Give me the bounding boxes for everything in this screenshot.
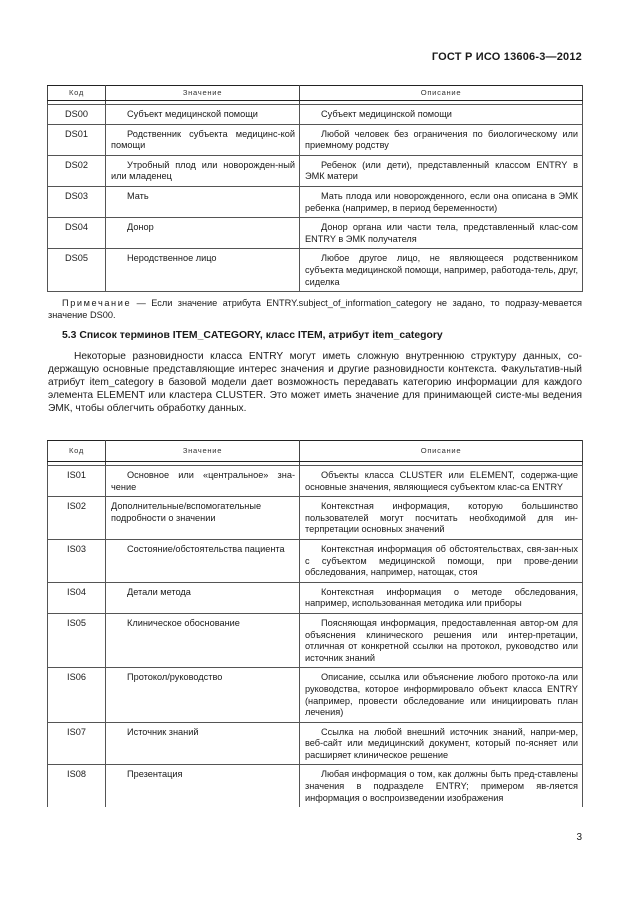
column-header-value: Значение [106,441,300,462]
row-description: Донор органа или части тела, представленный клас-сом ENTRY в ЭМК получателя [305,222,578,244]
row-code: DS05 [48,249,106,292]
row-value: Основное или «центральное» зна-чение [111,470,295,492]
row-description: Ссылка на любой внешний источник знаний, напри-мер, веб-сайт или медицинский документ, который по-ясняет или расширяет клиническое решение [305,726,578,760]
table-row [48,124,583,155]
row-description: Любая информация о том, как должны быть пред-ставлены значения в подразделе ENTRY; примером яв-ляется информация о воспроизведении изображения [305,769,578,803]
table-row [48,218,583,249]
row-value: Мать [127,190,149,201]
table-row [48,668,583,722]
table-row [48,497,583,540]
column-header-code: Код [48,86,106,101]
table-header-row [48,86,583,101]
table-row [48,105,583,125]
row-value: Клиническое обоснование [127,617,240,628]
row-description: Любой человек без ограничения по биологическому или приемному родству [305,128,578,151]
row-value: Утробный плод или новорожден-ный или младенец [111,159,295,182]
table-row [48,539,583,582]
row-code: IS08 [48,765,106,807]
table-row [48,722,583,765]
row-code: IS04 [48,582,106,613]
row-description: Контекстная информация, которую большинство пользователей могут посчитать необходимой для ин-терпретации основных значений [305,501,578,535]
table-row [48,582,583,613]
subject-category-table [47,85,583,292]
row-value: Субъект медицинской помощи [127,109,258,119]
row-code: DS04 [48,218,106,249]
table-header-row [48,441,583,462]
row-value: Родственник субъекта медицинс-кой помощи [111,128,295,151]
document-standard-header: ГОСТ Р ИСО 13606-3—2012 [431,51,582,63]
table-row [48,613,583,667]
row-value: Протокол/руководство [127,672,223,683]
page-number: 3 [576,832,582,843]
row-code: IS03 [48,539,106,582]
row-code: IS06 [48,668,106,722]
row-value: Презентация [127,769,183,780]
row-value: Состояние/обстоятельства пациента [127,543,285,554]
row-code: IS05 [48,613,106,667]
table-row [48,249,583,292]
row-value: Неродственное лицо [127,253,217,264]
row-description: Объекты класса CLUSTER или ELEMENT, содержа-щие основные значения, являющиеся субъектом клас-са ENTRY [305,470,578,492]
table-row [48,765,583,807]
row-description: Субъект медицинской помощи [321,109,452,119]
section-paragraph: Некоторые разновидности класса ENTRY могут иметь сложную внутреннюю структуру данных, со-держащую основные представляющие интерес значения и другие разновидности контекста. Факультатив-ный атрибут item_category в базовой модели дает возможность передавать категорию информации для каждого элемента ELEMENT или кластера CLUSTER. Это может иметь значение для принимающей систе-мы ведения ЭМК, чтобы облегчить обработку данных. [48,351,582,414]
item-category-table [47,440,583,807]
row-code: IS07 [48,722,106,765]
table-note [48,297,582,321]
row-description: Контекстная информация об обстоятельствах, свя-зан-ных с субъектом медицинской помощи, при прове-дении обследования, например, натощак, стоя [305,543,578,578]
row-description: Ребенок (или дети), представленный классом ENTRY в ЭМК матери [305,159,578,182]
table-row [48,155,583,186]
row-value: Дополнительные/вспомогательные подробности о значении [111,501,262,523]
row-code: DS03 [48,186,106,217]
column-header-code: Код [48,441,106,462]
row-value: Донор [127,222,154,233]
column-header-value: Значение [106,86,300,101]
row-description: Любое другое лицо, не являющееся родственником субъекта медицинской помощи, например, работода-тель, друг, сиделка [305,253,578,287]
row-code: DS00 [48,105,106,125]
section-heading: 5.3 Список терминов ITEM_CATEGORY, класс ITEM, атрибут item_category [62,330,443,341]
row-description: Мать плода или новорожденного, если она описана в ЭМК ребенка (например, в период беременности) [305,190,578,213]
note-label: Примечание [62,298,132,308]
table-row [48,186,583,217]
row-code: IS02 [48,497,106,540]
row-value: Источник знаний [127,726,199,737]
column-header-description: Описание [300,86,583,101]
column-header-description: Описание [300,441,583,462]
note-text: — Если значение атрибута ENTRY.subject_of_information_category не задано, то подразу-мевается значение DS00. [48,298,582,321]
row-code: DS02 [48,155,106,186]
row-description: Контекстная информация о методе обследования, например, использованная методика или приборы [305,586,578,609]
row-description: Описание, ссылка или объяснение любого протоко-ла или руководства, которое информировало объект класса ENTRY (например, провести обследование или инициировать план лечения) [305,672,578,718]
row-value: Детали метода [127,586,191,597]
row-description: Поясняющая информация, предоставленная автор-ом для объяснения клинического решения или интер-претации, отличная от конкретной ссылки на протокол, руководство или источник знаний [305,617,578,663]
table-row [48,466,583,497]
row-code: DS01 [48,124,106,155]
row-code: IS01 [48,466,106,497]
